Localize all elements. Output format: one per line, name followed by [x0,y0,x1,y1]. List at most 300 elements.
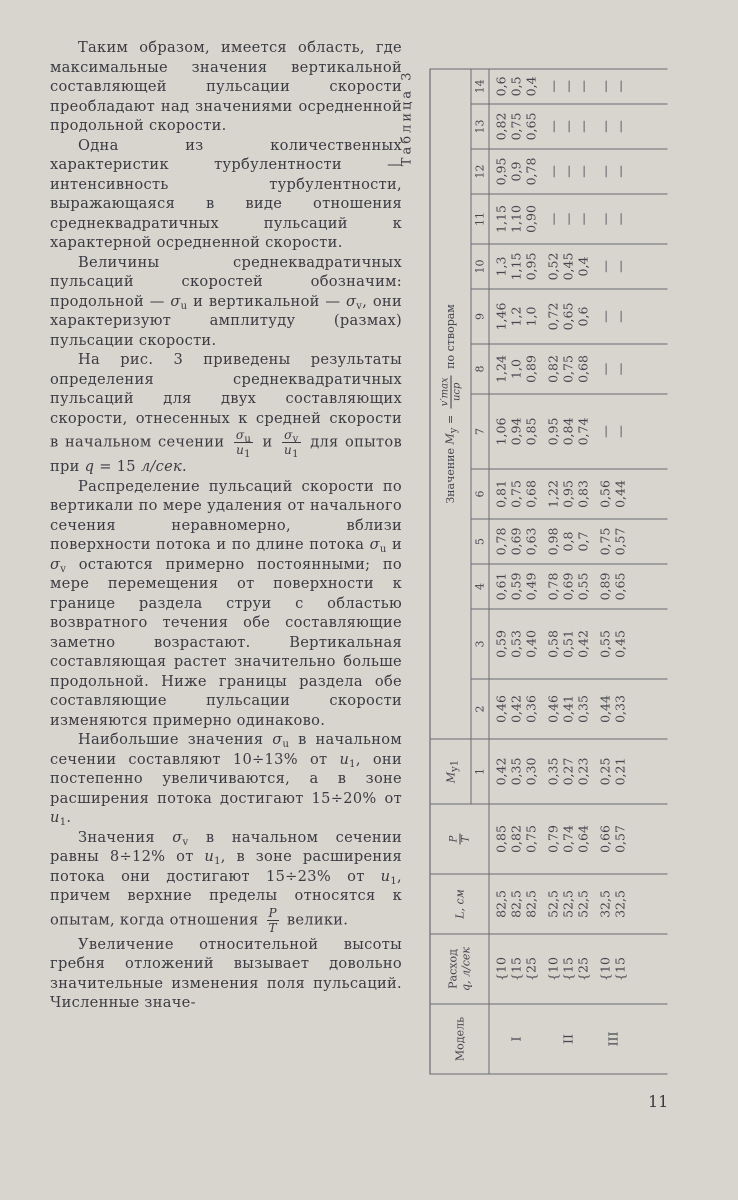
text-run: в начальном сечении составляют 10÷13% от [50,731,403,768]
cell-my [542,609,594,679]
paragraph [50,350,402,477]
paragraph [50,730,402,828]
cell-my [594,149,668,194]
math-symbol [50,556,66,573]
cell-value: 32,5 [612,890,628,918]
cell-my [542,149,594,194]
cell-my [594,194,668,244]
symbol: σ [345,292,357,310]
group-label-suffix: по створам [443,304,457,373]
cell-value: 1,06 [493,417,509,446]
header-flow-unit: q, л/сек [459,947,473,991]
cell-value: 0,74 [560,825,576,853]
cell-value: 1,3 [493,256,509,277]
symbol: M [444,771,457,784]
data-table [430,68,668,1074]
cell-my [594,519,668,564]
cell-value: 0,75 [508,112,524,141]
cell-value: 0,9 [508,161,524,182]
subscript: 1 [59,817,67,828]
subscript: v [182,836,189,848]
cell-my [489,564,542,609]
math-symbol [269,921,277,935]
text-run: , они постепенно увеличиваются, а в зоне расширения потока достигают 15÷20% от [50,750,402,807]
cell-value: 0,6 [493,76,509,97]
math-symbol [444,759,460,784]
text-run: остаются примерно постоянными; по мере перемещения от поверхности к границе раздела струи с областью возвратного течения обе составляющие заметно возрастают. Вертикальная составляющая растет значительно больше продольной. Ниже границы раздела обе составляющие пульсации скорости изменяются примерно одинаково. [50,555,402,729]
cell-value: 1,15 [493,205,509,233]
fraction [234,428,253,460]
cell-value: 82,5 [523,890,539,918]
cell-value: 0,61 [493,572,509,601]
text-run: велики. [281,911,349,928]
denominator [234,443,253,460]
cell-my [542,344,594,394]
header-model: Модель [430,1004,489,1074]
cell-my [594,344,668,394]
cell-flow [542,934,594,1004]
cell-value: 52,5 [560,890,576,918]
cell-value: 0,35 [545,757,561,786]
cell-value: 0,45 [560,252,576,281]
cell-value: — [545,165,561,178]
cell-value: 0,64 [575,825,591,853]
paragraph [50,38,402,136]
cell-value: 0,42 [493,757,509,786]
cell-value: — [560,120,576,133]
cell-my [489,609,542,679]
denominator [460,834,471,845]
subscript: 1 [390,875,398,887]
column-number: 8 [471,344,489,394]
math-symbol [284,443,299,460]
fraction [448,834,471,845]
symbol: σ [172,828,183,846]
cell-value: 1,0 [523,306,539,327]
cell-value: 0,21 [612,757,628,786]
cell-my [594,739,668,804]
math-symbol [272,731,289,748]
subscript: y [448,427,460,434]
cell-value: 0,75 [597,527,613,556]
cell-value: 0,7 [575,531,591,552]
cell-value: 0,95 [545,417,561,446]
column-number: 11 [471,194,489,244]
cell-value: — [597,362,613,376]
cell-value: 0,74 [575,417,591,446]
subscript: u [180,300,188,312]
math-symbol [443,427,460,445]
cell-value: 0,65 [523,112,539,141]
cell-value: {15 [612,957,628,981]
cell-value: 0,57 [612,527,628,556]
text-run: , причем верхние пределы относятся к опытам, когда отношения [50,867,402,928]
cell-my [594,69,668,104]
cell-value: 0,82 [508,825,524,853]
cell-my [542,244,594,289]
symbol: σ [170,292,181,310]
text-run: Наибольшие значения [78,731,273,748]
table-row [594,69,668,1074]
text-run: для опытов при [50,433,403,475]
cell-value: — [597,165,613,178]
cell-my [542,739,594,804]
cell-my [542,289,594,344]
cell-value: {10 [597,957,613,981]
cell-my [489,469,542,519]
cell-value: — [597,80,613,93]
cell-value: 0,89 [597,572,613,601]
symbol: σ [50,555,61,573]
paragraph [50,828,402,935]
cell-my [542,469,594,519]
symbol: u [380,867,391,885]
cell-value: 0,49 [523,572,539,601]
cell-value: 1,10 [508,205,524,233]
symbol: P [268,905,277,920]
symbol: σ [272,731,283,748]
text-run: Увеличение относительной высоты гребня отложений вызывает довольно значительные изменения поля пульсаций. Численные значе- [50,935,402,1011]
cell-value: 0,52 [545,252,561,281]
cell-value: 1,15 [508,252,524,281]
cell-value: 0,36 [523,695,539,723]
cell-value: 0,69 [560,572,576,601]
fraction [267,906,279,935]
cell-value: 0,81 [493,480,509,508]
cell-value: — [560,80,576,93]
numerator [267,906,279,921]
cell-value: 52,5 [545,890,561,918]
table-body [489,69,668,1074]
cell-value: 0,95 [493,157,509,186]
cell-value: 0,44 [597,695,613,723]
cell-value: 0,8 [560,531,576,552]
cell-my [594,104,668,149]
math-symbol [381,868,397,885]
cell-value: 0,63 [523,527,539,556]
cell-my [489,289,542,344]
u-avg: uср [451,382,462,402]
cell-my [594,394,668,469]
cell-my [489,394,542,469]
cell-value: 0,65 [612,572,628,601]
cell-value: 0,55 [597,630,613,658]
cell-value: 0,41 [560,695,576,723]
math-symbol [204,848,220,865]
cell-model: II [542,1004,594,1074]
cell-model: I [489,1004,542,1074]
cell-flow [489,934,542,1004]
column-number: 3 [471,609,489,679]
header-length [430,874,489,934]
cell-value: 0,4 [523,76,539,97]
symbol: T [268,920,277,935]
column-number: 13 [471,104,489,149]
cell-value: 0,45 [612,630,628,658]
denominator [267,921,279,935]
cell-value: 0,44 [612,480,628,508]
denominator [451,375,462,408]
cell-value: 0,75 [523,825,539,853]
cell-my [542,564,594,609]
numerator [234,428,253,443]
text-run: , они характеризуют амплитуду (размах) пульсации скорости. [50,292,402,349]
header-my1 [430,739,471,804]
numerator [439,375,451,408]
symbol: u [284,443,293,457]
header-row [430,69,471,1074]
cell-value: 0,42 [575,630,591,658]
cell-value: 0,46 [493,695,509,723]
cell-value: 0,89 [523,355,539,383]
cell-my [594,679,668,739]
math-symbol [141,458,182,475]
cell-value: 0,78 [493,527,509,556]
denominator [282,443,301,460]
header-p-over-t [430,804,489,874]
cell-value: 0,53 [508,630,524,658]
v-max: v′max [439,377,450,407]
cell-value: 0,51 [560,630,576,658]
cell-my [594,469,668,519]
symbol: M [443,433,457,445]
symbol: σ [369,536,380,553]
column-number: 2 [471,679,489,739]
symbol: q [84,458,95,475]
cell-flow [594,934,668,1004]
cell-value: 0,68 [575,355,591,383]
text-run: Распределение пульсаций скорости по вертикали по мере удаления от начального сечения неравномерно, вблизи поверхности потока и по длине потока [50,477,402,553]
text-run: в начальном сечении равны 8÷12% от [50,828,402,865]
cell-my [542,69,594,104]
cell-value: {15 [560,957,576,981]
p-symbol: P [448,835,459,843]
cell-value: — [597,425,613,438]
cell-value: 0,59 [493,630,509,658]
cell-my [489,149,542,194]
symbol: σ [284,428,293,442]
equals: = [443,411,457,428]
cell-value: 1,24 [493,355,509,383]
cell-value: 0,46 [545,695,561,723]
cell-my [489,679,542,739]
cell-value: — [597,120,613,133]
cell-value: 0,85 [493,825,509,853]
fraction [439,375,462,408]
subscript: 1 [292,449,299,460]
math-symbol [50,809,66,826]
text-run: Одна из количественных характеристик турбулентности — интенсивность турбулентности, выражающаяся в виде отношения среднеквадратичных пульсаций к характерной осредненной скорости. [50,136,402,251]
cell-value: 0,4 [575,256,591,277]
cell-my [489,69,542,104]
cell-my [542,104,594,149]
cell-value: — [545,80,561,93]
cell-value: — [545,212,561,226]
math-symbol [370,536,387,553]
cell-value: 32,5 [597,890,613,918]
column-number: 5 [471,519,489,564]
symbol: u [339,750,350,768]
text-run: Таким образом, имеется область, где максимальные значения вертикальной составляющей пульсации скорости преобладают над значениями осредненной продольной скорости. [50,39,402,134]
cell-value: {15 [508,957,524,981]
cell-value: 0,95 [560,480,576,508]
cell-value: — [560,212,576,226]
cell-p-over-t [594,804,668,874]
subscript: u [282,739,290,750]
cell-value: 0,69 [508,527,524,556]
cell-value: {10 [493,957,509,981]
table-header [430,69,489,1074]
table-title: Таблица 3 [399,69,415,167]
cell-value: — [597,310,613,323]
subscript: 1 [244,449,251,460]
cell-value: 0,5 [508,76,524,97]
column-number: 12 [471,149,489,194]
header-group [430,69,471,739]
table-row [489,69,542,1074]
math-symbol [339,751,355,768]
symbol: σ [235,428,245,442]
text-run: и [386,536,402,553]
cell-value: 0,33 [612,695,628,723]
cell-value: 0,30 [523,757,539,786]
symbol: u [236,443,245,457]
cell-value: — [612,120,628,133]
cell-value: 0,85 [523,417,539,446]
cell-value: 1,2 [508,306,524,327]
header-flow-label: Расход [446,949,460,989]
cell-my [489,244,542,289]
cell-value: 0,23 [575,757,591,786]
cell-value: — [575,212,591,226]
cell-my [542,194,594,244]
cell-value: 1,0 [508,359,524,379]
symbol: u [50,809,60,826]
subscript: u [379,544,387,555]
column-number: 6 [471,469,489,519]
paragraph [50,477,402,731]
numerator [448,834,460,845]
cell-value: — [612,310,628,323]
cell-p-over-t [542,804,594,874]
cell-length [542,874,594,934]
cell-value: 0,72 [545,302,561,331]
cell-value: — [612,260,628,273]
cell-value: {25 [575,957,591,981]
cell-value: 82,5 [508,890,524,918]
cell-value: 0,35 [575,695,591,723]
cell-value: 1,22 [545,480,561,508]
table-3 [399,69,720,1075]
cell-value: — [545,120,561,133]
subscript: v [60,563,67,575]
math-symbol [346,293,362,310]
cell-value: 1,46 [493,302,509,331]
cell-model: III [594,1004,668,1074]
cell-value: 52,5 [575,890,591,918]
column-number: 14 [471,69,489,104]
fraction [282,428,301,460]
cell-value: 0,94 [508,417,524,446]
math-symbol [235,428,252,445]
text-run: , в зоне расширения потока они достигают 15÷23% от [50,848,402,885]
cell-length [594,874,668,934]
subscript: v [292,434,299,445]
cell-value: 0,95 [523,252,539,281]
cell-value: — [597,212,613,226]
cell-value: — [612,165,628,178]
cell-value: {10 [545,957,561,981]
header-length-label: L, см [453,889,466,919]
cell-my [542,679,594,739]
column-number: 7 [471,394,489,469]
text-run: и вертикальной — [187,292,346,310]
math-symbol [236,443,251,460]
paragraph [50,136,402,253]
cell-value: {25 [523,957,539,981]
text-run: . [66,809,72,826]
cell-my [489,194,542,244]
math-symbol [269,906,277,920]
cell-my [489,519,542,564]
cell-my [489,344,542,394]
cell-value: — [597,260,613,273]
page-number: 11 [648,1092,669,1111]
math-symbol [172,829,188,846]
group-label: Значение [443,444,457,504]
cell-my [489,104,542,149]
paragraph [50,935,402,1013]
cell-value: 0,82 [493,112,509,141]
cell-value: 0,78 [523,157,539,186]
cell-value: 0,58 [545,630,561,658]
cell-value: 0,59 [508,572,524,601]
cell-my [594,564,668,609]
cell-value: 0,42 [508,695,524,723]
column-number: 10 [471,244,489,289]
symbol: л/сек [140,458,183,475]
cell-value: — [575,165,591,178]
cell-my [542,394,594,469]
cell-length [489,874,542,934]
cell-value: 0,40 [523,630,539,658]
cell-value: — [575,120,591,133]
subscript: v [356,300,363,312]
text-run: и [256,433,280,451]
cell-value: 0,83 [575,480,591,508]
symbol: u [204,848,215,865]
subscript: u [244,434,252,445]
cell-value: — [560,165,576,178]
cell-value: 0,65 [560,302,576,331]
t-symbol: T [460,835,471,843]
cell-value: — [612,425,628,438]
subscript: 1 [214,856,221,867]
cell-value: 0,75 [508,480,524,508]
math-symbol [85,458,95,475]
text-run: = 15 [94,458,141,475]
cell-value: 0,78 [545,572,561,601]
cell-value: 0,55 [575,572,591,601]
cell-value: — [575,80,591,93]
math-symbol [284,428,299,445]
cell-value: 82,5 [493,890,509,918]
column-number: 9 [471,289,489,344]
body-text [50,38,402,1013]
cell-value: 0,66 [597,825,613,853]
subscript: 1 [349,758,356,770]
cell-value: 0,56 [597,480,613,508]
